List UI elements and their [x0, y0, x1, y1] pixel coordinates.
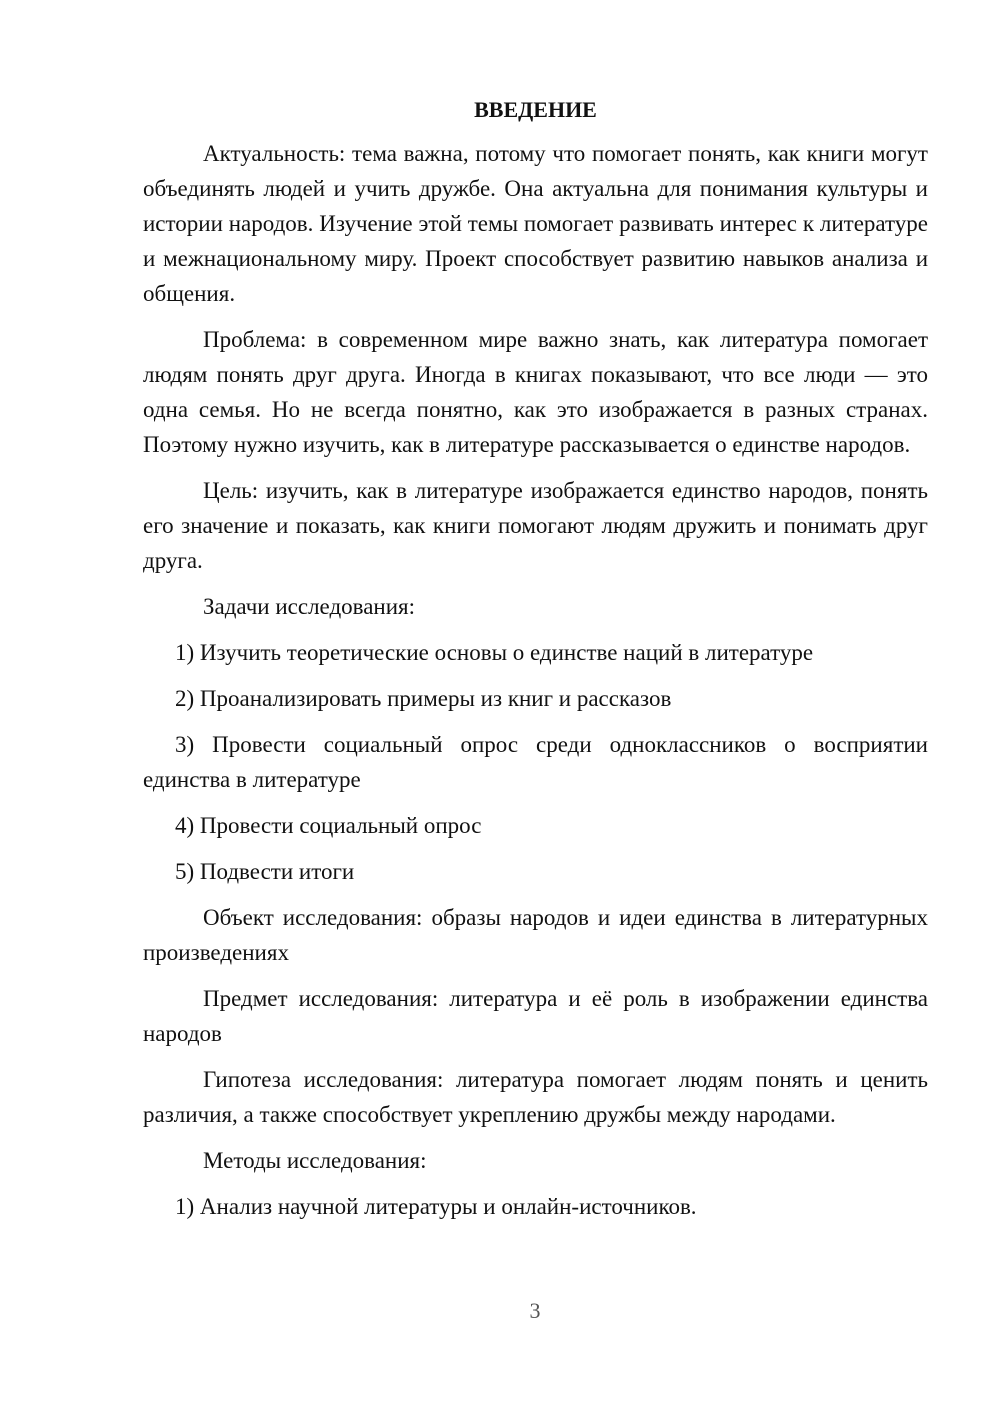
section-title: ВВЕДЕНИЕ [474, 97, 597, 122]
task-item: 3) Провести социальный опрос среди одноклассников о восприятии единства в литературе [143, 732, 928, 792]
tasks-heading: Задачи исследования: [203, 594, 416, 619]
hypothesis-paragraph: Гипотеза исследования: литература помогает людям понять и ценить различия, а также способствует укреплению дружбы между народами. [143, 1067, 928, 1127]
task-item: 4) Провести социальный опрос [175, 813, 482, 838]
page-number: 3 [529, 1298, 541, 1323]
subject-paragraph: Предмет исследования: литература и её роль в изображении единства народов [143, 986, 928, 1046]
goal-paragraph: Цель: изучить, как в литературе изображается единство народов, понять его значение и показать, как книги помогают людям дружить и понимать друг друга. [143, 478, 928, 573]
task-item: 1) Изучить теоретические основы о единстве наций в литературе [175, 640, 814, 665]
relevance-paragraph: Актуальность: тема важна, потому что помогает понять, как книги могут объединять людей и учить дружбе. Она актуальна для понимания культуры и истории народов. Изучение этой темы помогает развивать интерес к литературе и межнациональному миру. Проект способствует развитию навыков анализа и общения. [143, 141, 928, 306]
object-paragraph: Объект исследования: образы народов и идеи единства в литературных произведениях [143, 905, 928, 965]
task-item: 5) Подвести итоги [175, 859, 355, 884]
methods-heading: Методы исследования: [203, 1148, 427, 1173]
problem-paragraph: Проблема: в современном мире важно знать, как литература помогает людям понять друг друга. Иногда в книгах показывают, что все люди — это одна семья. Но не всегда понятно, как это изображается в разных странах. Поэтому нужно изучить, как в литературе рассказывается о единстве народов. [143, 327, 928, 457]
page-content [143, 96, 928, 1235]
method-item: 1) Анализ научной литературы и онлайн-источников. [175, 1194, 697, 1219]
task-item: 2) Проанализировать примеры из книг и рассказов [175, 686, 672, 711]
